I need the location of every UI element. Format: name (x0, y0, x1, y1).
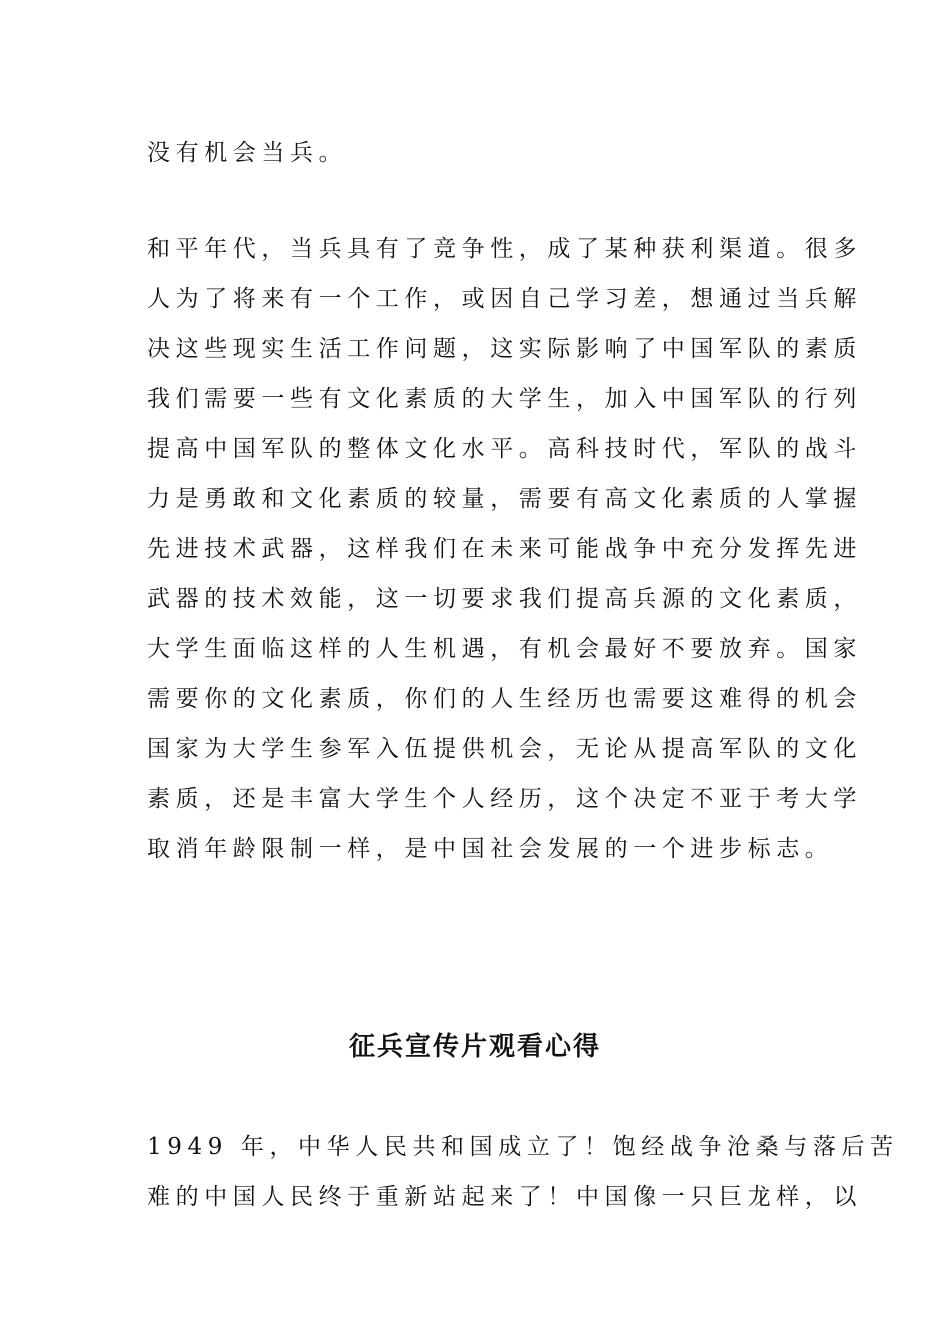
text-line: 和平年代，当兵具有了竞争性，成了某种获利渠道。很多 (147, 236, 862, 262)
text-line: 取消年龄限制一样，是中国社会发展的一个进步标志。 (147, 836, 834, 862)
text-line: 决这些现实生活工作问题，这实际影响了中国军队的素质 (147, 336, 862, 362)
text-line: 我们需要一些有文化素质的大学生，加入中国军队的行列 (147, 386, 862, 412)
text-line: 难的中国人民终于重新站起来了！中国像一只巨龙样，以 (147, 1184, 862, 1210)
text-line: 素质，还是丰富大学生个人经历，这个决定不亚于考大学 (147, 786, 862, 812)
text-line: 没有机会当兵。 (147, 140, 348, 166)
text-line: 需要你的文化素质，你们的人生经历也需要这难得的机会 (147, 686, 862, 712)
text-line: 人为了将来有一个工作，或因自己学习差，想通过当兵解 (147, 286, 862, 312)
text-line: 先进技术武器，这样我们在未来可能战争中充分发挥先进 (147, 536, 862, 562)
text-line: 提高中国军队的整体文化水平。高科技时代，军队的战斗 (147, 436, 862, 462)
text-line: 大学生面临这样的人生机遇，有机会最好不要放弃。国家 (147, 636, 862, 662)
text-line: 1949 年，中华人民共和国成立了！饱经战争沧桑与落后苦 (147, 1134, 899, 1160)
text-line: 力是勇敢和文化素质的较量，需要有高文化素质的人掌握 (147, 486, 862, 512)
text-line: 武器的技术效能，这一切要求我们提高兵源的文化素质， (147, 586, 862, 612)
text-line: 国家为大学生参军入伍提供机会，无论从提高军队的文化 (147, 736, 862, 762)
section-title: 征兵宣传片观看心得 (348, 1032, 601, 1062)
